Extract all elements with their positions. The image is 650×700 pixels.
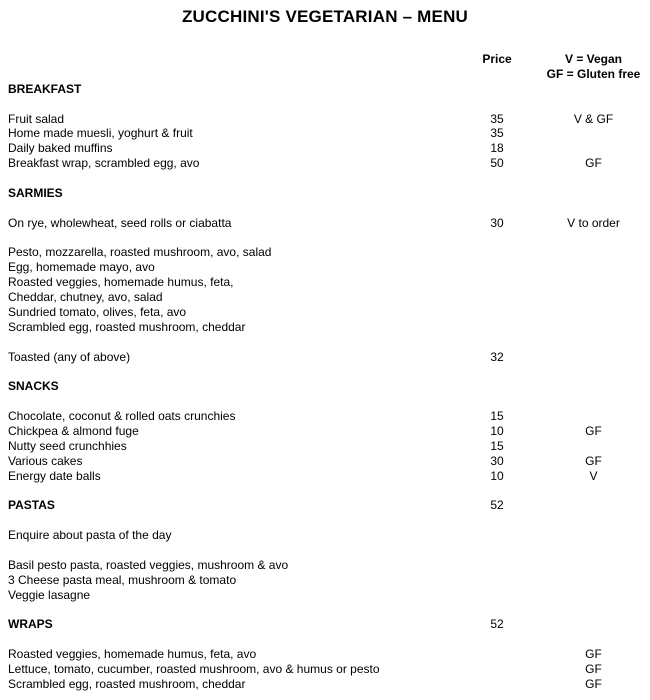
item-name [0,543,467,558]
item-name: Cheddar, chutney, avo, salad [8,290,163,304]
menu-row [0,573,650,588]
menu-row [0,216,650,231]
menu-row [0,528,650,543]
item-price [467,394,527,409]
item-name: Breakfast wrap, scrambled egg, avo [8,156,200,171]
item-name: Scrambled egg, roasted mushroom, cheddar [8,319,246,334]
item-name: Scrambled egg, roasted mushroom, cheddar [8,676,246,691]
item-price: 30 [490,453,504,468]
item-flag [527,201,650,216]
item-name: Chickpea & almond fuge [8,423,139,438]
item-flag [527,126,650,141]
legend-row [0,67,650,82]
item-price [467,573,527,588]
item-price [467,364,527,379]
item-name: On rye, wholewheat, seed rolls or ciabatta [8,215,232,230]
item-price [467,335,527,350]
item-flag [527,617,650,632]
vegan-legend: V = Vegan [564,52,623,66]
item-price: 35 [490,126,504,141]
menu-row [0,439,650,454]
item-price: 35 [490,111,504,126]
item-flag [527,543,650,558]
item-flag [527,320,650,335]
item-name [0,394,467,409]
item-flag [527,439,650,454]
item-name [0,201,467,216]
item-flag [527,379,650,394]
section-header-row [0,498,650,513]
item-price [467,260,527,275]
item-flag [527,141,650,156]
item-name [0,335,467,350]
item-name: Pesto, mozzarella, roasted mushroom, avo, salad [8,245,272,260]
menu-row [0,156,650,171]
item-name: Home made muesli, yoghurt & fruit [8,126,193,141]
menu-row [0,275,650,290]
menu-row [0,409,650,424]
gluten-free-legend: GF = Gluten free [546,66,641,81]
item-name: SARMIES [8,185,63,200]
item-flag [527,573,650,588]
item-flag [527,483,650,498]
item-flag [527,260,650,275]
menu-row [0,290,650,305]
item-name: PASTAS [8,498,55,513]
item-price: 50 [490,156,504,171]
menu-content [0,52,650,692]
menu-row [0,647,650,662]
page-title: ZUCCHINI'S VEGETARIAN – MENU [181,7,469,26]
item-flag [527,231,650,246]
item-flag: V to order [567,215,620,230]
blank-row [0,231,650,246]
item-price [467,662,527,677]
item-flag [527,82,650,97]
item-name: Daily baked muffins [8,141,113,156]
item-flag [527,602,650,617]
item-flag [527,186,650,201]
item-price: 15 [490,438,504,453]
item-name: Fruit salad [8,111,65,126]
item-price [467,186,527,201]
item-flag [527,245,650,260]
menu-row [0,424,650,439]
item-flag: V & GF [573,111,614,126]
menu-row [0,260,650,275]
item-flag [527,632,650,647]
blank-row [0,171,650,186]
item-flag: GF [585,453,602,468]
item-name [0,483,467,498]
item-price: 32 [490,349,504,364]
item-price: 10 [490,468,504,483]
item-name: WRAPS [8,617,53,632]
item-name: Basil pesto pasta, roasted veggies, mushroom & avo [8,557,289,572]
blank-row [0,394,650,409]
menu-row [0,350,650,365]
section-header-row [0,186,650,201]
item-name: Lettuce, tomato, cucumber, roasted mushroom, avo & humus or pesto [8,661,380,676]
menu-row [0,454,650,469]
item-flag: GF [585,647,602,661]
item-flag [527,171,650,186]
item-name [0,364,467,379]
column-header-spacer [0,52,467,67]
item-name: 3 Cheese pasta meal, mushroom & tomato [8,572,237,587]
item-name: BREAKFAST [8,81,82,96]
item-name: Enquire about pasta of the day [8,528,172,542]
menu-rows [0,82,650,692]
item-flag [527,275,650,290]
legend-price-spacer [467,67,527,82]
blank-row [0,602,650,617]
item-price [467,97,527,112]
menu-row [0,677,650,692]
item-flag [527,409,650,424]
blank-row [0,364,650,379]
menu-row [0,662,650,677]
item-name: Sundried tomato, olives, feta, avo [8,304,187,319]
item-price [467,320,527,335]
blank-row [0,97,650,112]
item-flag [527,364,650,379]
item-name: Various cakes [8,453,83,468]
item-flag [527,305,650,320]
item-price [467,82,527,97]
item-price: 30 [490,215,504,230]
item-price [467,290,527,305]
item-flag [527,335,650,350]
menu-row [0,126,650,141]
item-name: Energy date balls [8,468,101,483]
menu-row [0,245,650,260]
item-price: 52 [490,617,504,632]
item-price: 15 [490,409,504,423]
section-header-row [0,617,650,632]
item-price [467,231,527,246]
item-price [467,245,527,260]
item-flag [527,588,650,603]
section-header-row [0,379,650,394]
item-price [467,201,527,216]
item-price [467,528,527,543]
item-price [467,543,527,558]
menu-row [0,305,650,320]
item-name: Roasted veggies, homemade humus, feta, [8,275,234,290]
item-price [467,275,527,290]
blank-row [0,543,650,558]
item-price [467,171,527,186]
item-flag [527,513,650,528]
item-flag: GF [585,156,602,171]
item-price [467,483,527,498]
item-flag: V [589,468,598,483]
price-column-header: Price [482,52,512,66]
column-header-row [0,52,650,67]
menu-row [0,112,650,127]
item-name: Roasted veggies, homemade humus, feta, avo [8,647,257,661]
item-name: Veggie lasagne [8,587,91,602]
menu-row [0,558,650,573]
item-name: Egg, homemade mayo, avo [8,260,155,275]
item-name [0,632,467,647]
item-price [467,602,527,617]
blank-row [0,335,650,350]
item-name: Nutty seed crunchhies [8,438,127,453]
item-price [467,305,527,320]
item-price [467,379,527,394]
item-flag [527,290,650,305]
item-name [0,513,467,528]
item-flag [527,97,650,112]
section-header-row [0,82,650,97]
legend-spacer [0,67,467,82]
item-price: 52 [490,498,504,513]
item-flag [527,498,650,513]
item-flag [527,558,650,573]
item-name [0,97,467,112]
menu-row [0,469,650,484]
item-flag [527,394,650,409]
item-name: SNACKS [8,379,59,394]
menu-row [0,141,650,156]
item-flag [527,528,650,543]
item-price: 18 [490,141,504,156]
blank-row [0,632,650,647]
item-price [467,632,527,647]
item-flag: GF [585,676,602,691]
item-price [467,513,527,528]
item-price: 10 [490,423,504,438]
blank-row [0,513,650,528]
item-name [0,231,467,246]
item-name: Toasted (any of above) [8,349,131,364]
item-price [467,647,527,662]
item-flag: GF [585,661,602,676]
item-name [0,602,467,617]
item-price [467,588,527,603]
item-price [467,677,527,692]
item-flag [527,350,650,365]
menu-row [0,320,650,335]
item-name [0,171,467,186]
item-flag: GF [585,423,602,438]
blank-row [0,201,650,216]
item-name: Chocolate, coconut & rolled oats crunchies [8,409,236,423]
blank-row [0,483,650,498]
menu-row [0,588,650,603]
item-price [467,558,527,573]
